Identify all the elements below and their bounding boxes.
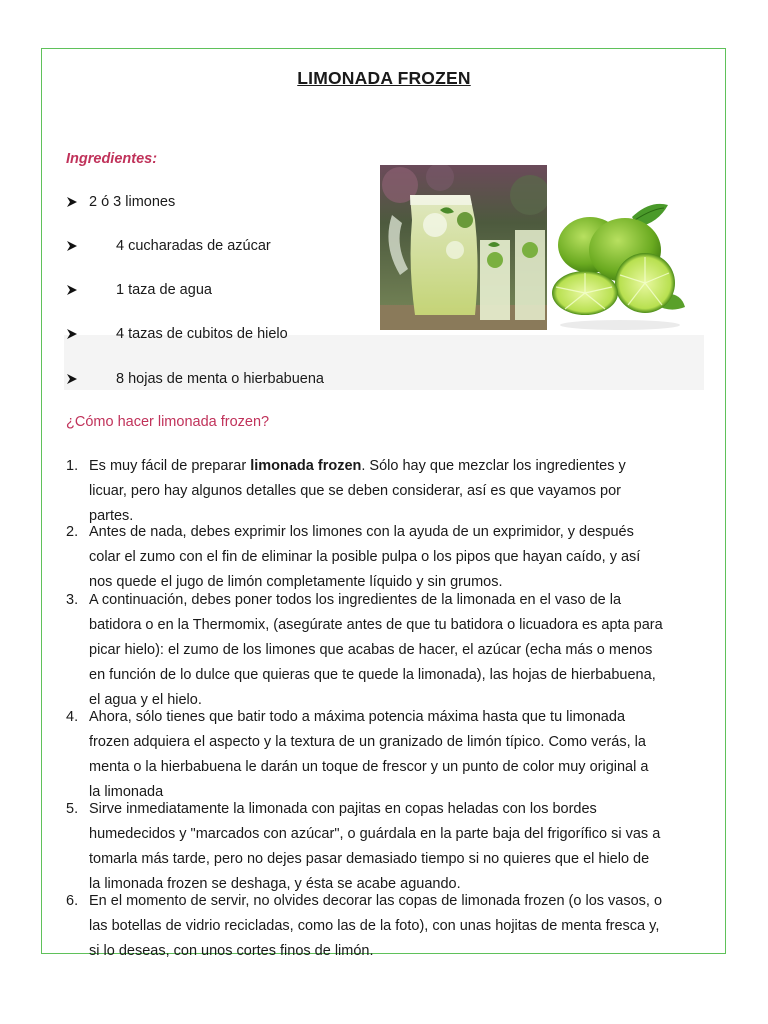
step-text: partes. (89, 508, 134, 524)
document-title: LIMONADA FROZEN (297, 68, 471, 88)
arrow-bullet-icon (66, 328, 78, 340)
step-line (89, 801, 597, 817)
step-number: 2. (66, 524, 79, 540)
step-line (89, 483, 621, 499)
step-text: en función de lo dulce que quieras que te quede la limonada), las hojas de hierbabuena, (89, 667, 656, 683)
ingredient-text: 2 ó 3 limones (89, 194, 176, 210)
step-line (89, 943, 374, 959)
step-text: las botellas de vidrio recicladas, como las de la foto), con unas hojitas de menta fresca y, (89, 918, 660, 934)
step-line (89, 642, 652, 658)
step-line (89, 709, 625, 725)
step-line (89, 667, 656, 683)
step-line (89, 876, 461, 892)
step-line (89, 508, 133, 524)
step-line (89, 784, 163, 800)
step-line (89, 734, 646, 750)
step-text: Ahora, sólo tienes que batir todo a máxima potencia máxima hasta que tu limonada (89, 709, 626, 725)
step-line (89, 458, 626, 474)
step-line (89, 549, 640, 565)
ingredients-heading: Ingredientes: (66, 151, 158, 167)
step-text: menta o la hierbabuena le darán un toque de frescor y un punto de color muy original a (89, 759, 649, 775)
ingredient-text: 4 cucharadas de azúcar (116, 238, 271, 254)
ingredient-text: 4 tazas de cubitos de hielo (116, 326, 288, 342)
limes-photo (550, 195, 690, 335)
arrow-bullet-icon (66, 284, 78, 296)
step-emphasis: limonada frozen (250, 458, 362, 474)
step-text: la limonada (89, 784, 164, 800)
step-line (89, 692, 202, 708)
step-line (89, 826, 660, 842)
step-text: Sirve inmediatamente la limonada con pajitas en copas heladas con los bordes (89, 801, 597, 817)
step-text: el agua y el hielo. (89, 692, 202, 708)
step-line (89, 524, 634, 540)
how-to-heading: ¿Cómo hacer limonada frozen? (66, 414, 270, 430)
step-text: nos quede el jugo de limón completamente líquido y sin grumos. (89, 574, 503, 590)
arrow-bullet-icon (66, 240, 78, 252)
step-text: tomarla más tarde, pero no dejes pasar demasiado tiempo si no quieres que el hielo de (89, 851, 650, 867)
step-line (89, 592, 621, 608)
step-text: Es muy fácil de preparar (89, 458, 251, 474)
step-text: si lo deseas, con unos cortes finos de limón. (89, 943, 374, 959)
ingredient-text: 8 hojas de menta o hierbabuena (116, 371, 324, 387)
step-number: 3. (66, 592, 79, 608)
step-text: A continuación, debes poner todos los ingredientes de la limonada en el vaso de la (89, 592, 622, 608)
step-line (89, 574, 503, 590)
step-text: frozen adquiera el aspecto y la textura de un granizado de limón típico. Como verás, la (89, 734, 646, 750)
step-text: . Sólo hay que mezclar los ingredientes y (361, 458, 626, 474)
step-text: humedecidos y "marcados con azúcar", o guárdala en la parte baja del frigorífico si vas a (89, 826, 661, 842)
step-text: Antes de nada, debes exprimir los limones con la ayuda de un exprimidor, y después (89, 524, 634, 540)
step-text: En el momento de servir, no olvides decorar las copas de limonada frozen (o los vasos, o (89, 893, 663, 909)
step-text: colar el zumo con el fin de eliminar la posible pulpa o los pipos que hayan caído, y así (89, 549, 641, 565)
arrow-bullet-icon (66, 373, 78, 385)
step-line (89, 918, 659, 934)
ingredient-text: 1 taza de agua (116, 282, 212, 298)
step-number: 1. (66, 458, 79, 474)
step-text: licuar, pero hay algunos detalles que se deben considerar, así es que vayamos por (89, 483, 622, 499)
step-text: picar hielo): el zumo de los limones que acabas de hacer, el azúcar (echa más o menos (89, 642, 653, 658)
step-text: batidora o en la Thermomix, (asegúrate antes de que tu batidora o licuadora es apta para (89, 617, 663, 633)
arrow-bullet-icon (66, 196, 78, 208)
step-number: 4. (66, 709, 79, 725)
step-number: 5. (66, 801, 79, 817)
step-line (89, 851, 649, 867)
step-text: la limonada frozen se deshaga, y ésta se acabe aguando. (89, 876, 461, 892)
step-line (89, 617, 663, 633)
step-number: 6. (66, 893, 79, 909)
step-line (89, 893, 662, 909)
step-line (89, 759, 648, 775)
lemonade-jug-photo (380, 165, 547, 330)
